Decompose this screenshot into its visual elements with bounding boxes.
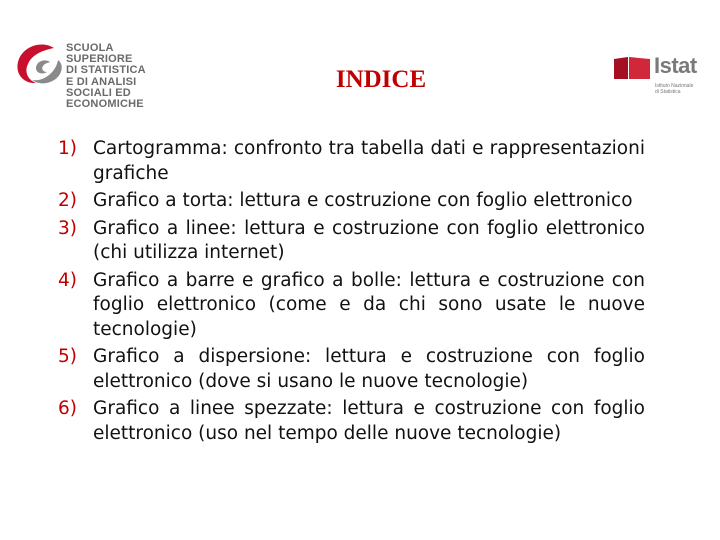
- page-title: INDICE: [335, 66, 427, 93]
- toc-item-text: Grafico a barre e grafico a bolle: lettura e costruzione con foglio elettronico (come e da chi sono usate le nuove tecnologie): [93, 269, 645, 340]
- toc-item-text: Grafico a dispersione: lettura e costruzione con foglio elettronico (dove si usano le nuove tecnologie): [93, 346, 645, 392]
- sssa-logo-line: E DI ANALISI: [66, 75, 137, 88]
- sssa-logo-line: SOCIALI ED: [66, 86, 131, 99]
- toc-item-number: 3): [58, 217, 77, 239]
- toc-item-text: Grafico a torta: lettura e costruzione con foglio elettronico: [93, 190, 633, 211]
- table-of-contents: [58, 137, 645, 449]
- toc-item: [58, 189, 645, 214]
- toc-item: [58, 269, 645, 343]
- sssa-logo-line: DI STATISTICA: [66, 64, 146, 77]
- toc-item: [58, 345, 645, 394]
- toc-item-text: Grafico a linee: lettura e costruzione con foglio elettronico (chi utilizza internet): [93, 217, 645, 263]
- istat-logo-name: Istat: [654, 53, 697, 78]
- toc-item-text: Cartogramma: confronto tra tabella dati e rappresentazioni grafiche: [93, 138, 645, 184]
- toc-item-text: Grafico a linee spezzate: lettura e costruzione con foglio elettronico (uso nel tempo delle nuove tecnologie): [93, 398, 645, 444]
- toc-item-number: 5): [58, 346, 77, 367]
- toc-item-number: 2): [58, 190, 77, 211]
- sssa-logo-line: ECONOMICHE: [66, 98, 144, 111]
- toc-item: [58, 217, 645, 266]
- toc-item-number: 1): [58, 138, 77, 159]
- istat-logo-subtitle: di Statistica: [655, 89, 681, 95]
- sssa-logo-line: SCUOLA: [66, 42, 114, 54]
- toc-item: [58, 137, 645, 186]
- toc-item-number: 4): [58, 269, 77, 291]
- toc-item-number: 6): [58, 398, 77, 419]
- toc-item: [58, 397, 645, 446]
- istat-logo-subtitle: Istituto Nazionale: [655, 83, 694, 89]
- sssa-logo-line: SUPERIORE: [66, 53, 133, 66]
